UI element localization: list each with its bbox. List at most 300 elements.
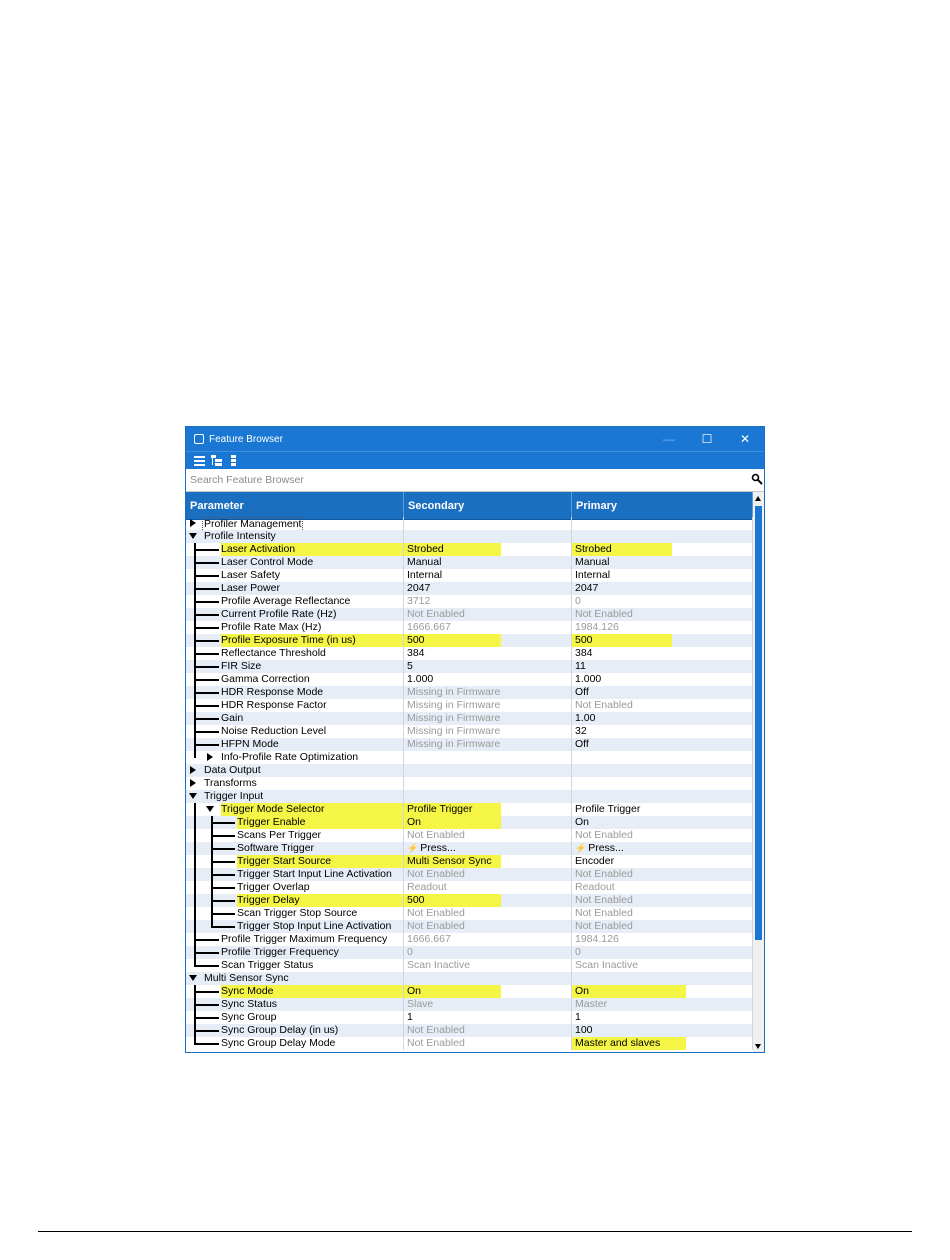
secondary-value-cell[interactable] <box>404 881 572 894</box>
primary-value-cell[interactable] <box>572 1024 753 1037</box>
parameter-cell <box>186 556 404 569</box>
primary-value-cell[interactable] <box>572 985 753 998</box>
search-bar <box>186 469 764 492</box>
primary-value-cell[interactable] <box>572 686 753 699</box>
parameter-name[interactable]: Reflectance Threshold <box>221 647 326 659</box>
table-row[interactable] <box>186 621 753 634</box>
table-row[interactable] <box>186 803 753 816</box>
list-view-icon[interactable] <box>194 455 205 466</box>
primary-value-cell[interactable] <box>572 595 753 608</box>
primary-value-cell[interactable] <box>572 712 753 725</box>
parameter-cell <box>186 751 404 764</box>
primary-value: Encoder <box>575 855 615 867</box>
secondary-value-cell[interactable] <box>404 907 572 920</box>
primary-value: 1.00 <box>575 712 596 724</box>
table-row[interactable] <box>186 647 753 660</box>
tree-branch-line <box>211 848 235 850</box>
tree-guide-line <box>194 803 196 816</box>
parameter-cell <box>186 582 404 595</box>
primary-value: 0 <box>575 946 581 958</box>
secondary-value: Missing in Firmware <box>407 725 501 737</box>
secondary-value-cell[interactable] <box>404 1011 572 1024</box>
parameter-name[interactable]: Laser Safety <box>221 569 280 581</box>
tree-branch-line <box>211 861 235 863</box>
parameter-name[interactable]: Profile Exposure Time (in us) <box>221 634 403 647</box>
parameter-cell <box>186 738 404 751</box>
table-row[interactable] <box>186 920 753 933</box>
primary-value: Press... <box>588 842 624 854</box>
secondary-value-cell[interactable] <box>404 829 572 842</box>
secondary-value-cell[interactable] <box>404 725 572 738</box>
secondary-value: Not Enabled <box>407 907 465 919</box>
parameter-name[interactable]: Trigger Enable <box>237 816 403 829</box>
primary-value-cell[interactable] <box>572 764 753 777</box>
primary-value: 2047 <box>575 582 599 594</box>
parameter-cell <box>186 959 404 972</box>
search-icon[interactable] <box>751 473 763 485</box>
table-row[interactable] <box>186 1024 753 1037</box>
table-row[interactable] <box>186 517 753 530</box>
primary-value-cell[interactable] <box>572 647 753 660</box>
parameter-cell <box>186 673 404 686</box>
table-row[interactable] <box>186 972 753 985</box>
primary-value-cell[interactable] <box>572 842 753 855</box>
secondary-value: Missing in Firmware <box>407 738 501 750</box>
parameter-name[interactable]: Sync Group <box>221 1011 277 1023</box>
tree-branch-line <box>194 1043 219 1045</box>
parameter-cell <box>186 686 404 699</box>
parameter-cell <box>186 543 404 556</box>
search-input[interactable] <box>186 469 764 490</box>
table-row[interactable] <box>186 751 753 764</box>
primary-value: Off <box>575 686 589 698</box>
primary-value-cell[interactable] <box>572 959 753 972</box>
parameter-name[interactable]: Info-Profile Rate Optimization <box>221 751 359 763</box>
parameter-name[interactable]: Scan Trigger Stop Source <box>237 907 358 919</box>
secondary-value-cell[interactable] <box>404 816 572 829</box>
parameter-name[interactable]: Laser Activation <box>221 543 403 556</box>
primary-value-cell[interactable] <box>572 1011 753 1024</box>
tree-view-icon[interactable] <box>211 455 222 466</box>
primary-value-cell[interactable] <box>572 582 753 595</box>
secondary-value-cell[interactable] <box>404 985 572 998</box>
parameter-cell <box>186 881 404 894</box>
parameter-name[interactable]: Scans Per Trigger <box>237 829 322 841</box>
table-row[interactable] <box>186 907 753 920</box>
parameter-name[interactable]: Transforms <box>204 777 257 789</box>
tree-guide-line <box>194 907 196 920</box>
secondary-value-cell[interactable] <box>404 855 572 868</box>
close-button[interactable]: ✕ <box>739 432 751 446</box>
secondary-value-cell[interactable] <box>404 1024 572 1037</box>
secondary-value: Not Enabled <box>407 868 465 880</box>
parameter-name[interactable]: Noise Reduction Level <box>221 725 327 737</box>
tree-branch-line <box>194 1004 219 1006</box>
secondary-value: 1666.667 <box>407 621 451 633</box>
primary-value: Manual <box>575 556 610 568</box>
parameter-name[interactable]: Trigger Mode Selector <box>221 803 403 816</box>
primary-value-cell[interactable] <box>572 855 753 868</box>
parameter-name[interactable]: HFPN Mode <box>221 738 279 750</box>
tree-branch-line <box>211 900 235 902</box>
toolbar <box>186 451 764 469</box>
table-row[interactable] <box>186 530 753 543</box>
tree-guide-line <box>194 920 196 933</box>
parameter-cell <box>186 608 404 621</box>
parameter-cell <box>186 985 404 998</box>
parameter-cell <box>186 530 404 543</box>
table-row[interactable] <box>186 556 753 569</box>
primary-value-cell[interactable] <box>572 1037 753 1050</box>
title-bar[interactable] <box>186 427 764 451</box>
parameter-cell <box>186 920 404 933</box>
secondary-value-cell[interactable] <box>404 582 572 595</box>
primary-value-cell[interactable] <box>572 608 753 621</box>
table-row[interactable] <box>186 543 753 556</box>
parameter-name[interactable]: Laser Power <box>221 582 280 594</box>
primary-value-cell[interactable] <box>572 517 753 530</box>
vertical-scrollbar[interactable] <box>753 492 764 1053</box>
table-row[interactable] <box>186 608 753 621</box>
primary-value-cell[interactable] <box>572 972 753 985</box>
tree-guide-line <box>194 881 196 894</box>
primary-value: Not Enabled <box>575 608 633 620</box>
app-icon <box>194 434 204 444</box>
primary-value-cell[interactable] <box>572 790 753 803</box>
secondary-value-cell[interactable] <box>404 842 572 855</box>
table-row[interactable] <box>186 569 753 582</box>
primary-value-cell[interactable] <box>572 738 753 751</box>
primary-value: 32 <box>575 725 587 737</box>
table-row[interactable] <box>186 881 753 894</box>
secondary-value: Missing in Firmware <box>407 699 501 711</box>
table-row[interactable] <box>186 1037 753 1050</box>
primary-value: 1984.126 <box>575 933 619 945</box>
tree-guide-line <box>194 855 196 868</box>
parameter-name[interactable]: Sync Group Delay (in us) <box>221 1024 339 1036</box>
tree-branch-line <box>194 588 219 590</box>
primary-value-cell[interactable] <box>572 998 753 1011</box>
parameter-cell <box>186 868 404 881</box>
primary-value: Strobed <box>575 543 612 555</box>
table-row[interactable] <box>186 582 753 595</box>
parameter-cell <box>186 972 404 985</box>
parameter-cell <box>186 725 404 738</box>
primary-value-cell[interactable] <box>572 946 753 959</box>
table-row[interactable] <box>186 686 753 699</box>
primary-value-cell[interactable] <box>572 569 753 582</box>
parameter-name[interactable]: Gain <box>221 712 244 724</box>
table-row[interactable] <box>186 868 753 881</box>
secondary-value-cell[interactable] <box>404 543 572 556</box>
table-row[interactable] <box>186 959 753 972</box>
scroll-down-icon[interactable] <box>755 1044 761 1049</box>
primary-value-cell[interactable] <box>572 751 753 764</box>
secondary-value-cell[interactable] <box>404 621 572 634</box>
secondary-value: Multi Sensor Sync <box>407 855 492 867</box>
secondary-value: Readout <box>407 881 447 893</box>
secondary-value-cell[interactable] <box>404 894 572 907</box>
primary-value-cell[interactable] <box>572 803 753 816</box>
table-row[interactable] <box>186 855 753 868</box>
table-row[interactable] <box>186 634 753 647</box>
tree-branch-line <box>194 640 219 642</box>
parameter-cell <box>186 777 404 790</box>
scrollbar-thumb[interactable] <box>755 506 762 940</box>
table-row[interactable] <box>186 764 753 777</box>
secondary-value: 500 <box>407 894 425 906</box>
parameter-name[interactable]: Profile Average Reflectance <box>221 595 351 607</box>
primary-value-cell[interactable] <box>572 621 753 634</box>
secondary-value: 1 <box>407 1011 413 1023</box>
parameter-name[interactable]: Profile Trigger Frequency <box>221 946 339 958</box>
secondary-value-cell[interactable] <box>404 998 572 1011</box>
lightning-icon: ⚡ <box>575 843 587 853</box>
parameter-name[interactable]: Sync Group Delay Mode <box>221 1037 336 1049</box>
collapsed-arrow-icon[interactable] <box>190 519 196 527</box>
tree-guide-line <box>194 816 196 829</box>
expanded-arrow-icon[interactable] <box>206 806 214 812</box>
primary-value: 100 <box>575 1024 593 1036</box>
parameter-name[interactable]: Scan Trigger Status <box>221 959 314 971</box>
primary-value-cell[interactable] <box>572 660 753 673</box>
secondary-value-cell[interactable] <box>404 530 572 543</box>
secondary-value: Not Enabled <box>407 829 465 841</box>
secondary-value-cell[interactable] <box>404 634 572 647</box>
collapsed-arrow-icon[interactable] <box>190 766 196 774</box>
table-row[interactable] <box>186 829 753 842</box>
tree-branch-line <box>194 705 219 707</box>
secondary-value: Scan Inactive <box>407 959 471 971</box>
secondary-value: Manual <box>407 556 442 568</box>
tree-branch-line <box>211 874 235 876</box>
parameter-name[interactable]: Trigger Delay <box>237 894 403 907</box>
scroll-up-icon[interactable] <box>755 496 761 501</box>
secondary-value: Profile Trigger <box>407 803 473 815</box>
secondary-value: 384 <box>407 647 425 659</box>
parameter-name[interactable]: Trigger Start Source <box>237 855 403 868</box>
parameter-name[interactable]: FIR Size <box>221 660 262 672</box>
tree-branch-line <box>194 653 219 655</box>
parameter-name[interactable]: Profiler Management <box>204 518 302 530</box>
parameter-name[interactable]: Profile Rate Max (Hz) <box>221 621 322 633</box>
parameter-name[interactable]: Profile Intensity <box>204 530 276 542</box>
collapsed-arrow-icon[interactable] <box>190 779 196 787</box>
secondary-value-cell[interactable] <box>404 959 572 972</box>
secondary-value-cell[interactable] <box>404 738 572 751</box>
table-row[interactable] <box>186 894 753 907</box>
primary-value: Not Enabled <box>575 920 633 932</box>
secondary-value-cell[interactable] <box>404 608 572 621</box>
primary-value-cell[interactable] <box>572 907 753 920</box>
parameter-cell <box>186 842 404 855</box>
tree-branch-line <box>194 575 219 577</box>
parameter-cell <box>186 894 404 907</box>
secondary-value-cell[interactable] <box>404 699 572 712</box>
parameter-name[interactable]: HDR Response Mode <box>221 686 324 698</box>
primary-value-cell[interactable] <box>572 543 753 556</box>
secondary-value-cell[interactable] <box>404 660 572 673</box>
primary-value-cell[interactable] <box>572 725 753 738</box>
secondary-value: 0 <box>407 946 413 958</box>
parameter-cell <box>186 946 404 959</box>
secondary-value-cell[interactable] <box>404 868 572 881</box>
table-row[interactable] <box>186 933 753 946</box>
header-secondary[interactable]: Secondary <box>404 492 572 519</box>
primary-value: On <box>575 816 590 828</box>
table-row[interactable] <box>186 725 753 738</box>
secondary-value: Missing in Firmware <box>407 712 501 724</box>
secondary-value-cell[interactable] <box>404 712 572 725</box>
secondary-value-cell[interactable] <box>404 920 572 933</box>
secondary-value-cell[interactable] <box>404 595 572 608</box>
table-row[interactable] <box>186 660 753 673</box>
tree-branch-line <box>194 939 219 941</box>
secondary-value-cell[interactable] <box>404 517 572 530</box>
parameter-cell <box>186 569 404 582</box>
table-row[interactable] <box>186 985 753 998</box>
table-row[interactable] <box>186 595 753 608</box>
primary-value: Not Enabled <box>575 699 633 711</box>
table-row[interactable] <box>186 699 753 712</box>
parameter-cell <box>186 1024 404 1037</box>
secondary-value-cell[interactable] <box>404 933 572 946</box>
parameter-name[interactable]: Profile Trigger Maximum Frequency <box>221 933 388 945</box>
parameter-name[interactable]: Data Output <box>204 764 261 776</box>
collapsed-arrow-icon[interactable] <box>207 753 213 761</box>
primary-value-cell[interactable] <box>572 673 753 686</box>
tree-branch-line <box>194 731 219 733</box>
header-parameter[interactable]: Parameter <box>186 492 404 519</box>
primary-value: Not Enabled <box>575 868 633 880</box>
secondary-value: Slave <box>407 998 434 1010</box>
primary-value: Not Enabled <box>575 894 633 906</box>
secondary-value-cell[interactable] <box>404 777 572 790</box>
secondary-value-cell[interactable] <box>404 751 572 764</box>
secondary-value-cell[interactable] <box>404 972 572 985</box>
primary-value-cell[interactable] <box>572 816 753 829</box>
secondary-value-cell[interactable] <box>404 556 572 569</box>
secondary-value-cell[interactable] <box>404 803 572 816</box>
secondary-value-cell[interactable] <box>404 1037 572 1050</box>
parameter-cell <box>186 1011 404 1024</box>
secondary-value-cell[interactable] <box>404 790 572 803</box>
parameter-name[interactable]: Sync Status <box>221 998 278 1010</box>
secondary-value-cell[interactable] <box>404 673 572 686</box>
secondary-value: Missing in Firmware <box>407 686 501 698</box>
parameter-name[interactable]: Trigger Overlap <box>237 881 310 893</box>
primary-value: 500 <box>575 634 593 646</box>
expanded-arrow-icon[interactable] <box>189 533 197 539</box>
secondary-value-cell[interactable] <box>404 946 572 959</box>
primary-value: On <box>575 985 590 997</box>
column-view-icon[interactable] <box>228 455 239 466</box>
table-row[interactable] <box>186 842 753 855</box>
table-row[interactable] <box>186 1011 753 1024</box>
expanded-arrow-icon[interactable] <box>189 975 197 981</box>
table-row[interactable] <box>186 946 753 959</box>
secondary-value-cell[interactable] <box>404 569 572 582</box>
parameter-name[interactable]: Multi Sensor Sync <box>204 972 289 984</box>
tree-branch-line <box>194 965 219 967</box>
secondary-value: 3712 <box>407 595 431 607</box>
primary-value: Master and slaves <box>575 1037 661 1049</box>
parameter-cell <box>186 712 404 725</box>
expanded-arrow-icon[interactable] <box>189 793 197 799</box>
parameter-table <box>186 517 753 1050</box>
primary-value-cell[interactable] <box>572 868 753 881</box>
primary-value: Internal <box>575 569 611 581</box>
tree-guide-line <box>194 842 196 855</box>
parameter-name[interactable]: Gamma Correction <box>221 673 310 685</box>
parameter-cell <box>186 595 404 608</box>
table-row[interactable] <box>186 777 753 790</box>
tree-branch-line <box>194 952 219 954</box>
primary-value-cell[interactable] <box>572 777 753 790</box>
tree-branch-line <box>194 692 219 694</box>
table-row[interactable] <box>186 712 753 725</box>
parameter-cell <box>186 907 404 920</box>
secondary-value-cell[interactable] <box>404 647 572 660</box>
parameter-name[interactable]: Trigger Input <box>204 790 264 802</box>
secondary-value: Internal <box>407 569 443 581</box>
primary-value-cell[interactable] <box>572 634 753 647</box>
parameter-name[interactable]: Software Trigger <box>237 842 315 854</box>
table-row[interactable] <box>186 673 753 686</box>
primary-value-cell[interactable] <box>572 933 753 946</box>
secondary-value: Not Enabled <box>407 1037 465 1049</box>
header-primary[interactable]: Primary <box>572 492 753 519</box>
parameter-name[interactable]: Sync Mode <box>221 985 403 998</box>
parameter-name[interactable]: Trigger Start Input Line Activation <box>237 868 392 880</box>
primary-value-cell[interactable] <box>572 894 753 907</box>
primary-value-cell[interactable] <box>572 530 753 543</box>
table-row[interactable] <box>186 738 753 751</box>
minimize-button[interactable]: — <box>663 432 675 446</box>
parameter-cell <box>186 764 404 777</box>
tree-branch-line <box>194 562 219 564</box>
tree-branch-line <box>211 822 235 824</box>
primary-value: Off <box>575 738 589 750</box>
tree-branch-line <box>194 679 219 681</box>
tree-guide-line <box>194 868 196 881</box>
parameter-name[interactable]: HDR Response Factor <box>221 699 327 711</box>
primary-value-cell[interactable] <box>572 829 753 842</box>
parameter-name[interactable]: Trigger Stop Input Line Activation <box>237 920 392 932</box>
table-row[interactable] <box>186 790 753 803</box>
table-row[interactable] <box>186 998 753 1011</box>
secondary-value: On <box>407 816 422 828</box>
primary-value-cell[interactable] <box>572 881 753 894</box>
primary-value-cell[interactable] <box>572 920 753 933</box>
parameter-name[interactable]: Laser Control Mode <box>221 556 314 568</box>
secondary-value: Not Enabled <box>407 608 465 620</box>
tree-branch-line <box>211 913 235 915</box>
secondary-value-cell[interactable] <box>404 764 572 777</box>
parameter-cell <box>186 621 404 634</box>
table-header <box>186 492 764 520</box>
tree-guide-line <box>194 751 196 758</box>
primary-value-cell[interactable] <box>572 556 753 569</box>
parameter-name[interactable]: Current Profile Rate (Hz) <box>221 608 337 620</box>
primary-value-cell[interactable] <box>572 699 753 712</box>
primary-value: 1984.126 <box>575 621 619 633</box>
tree-guide-line <box>194 894 196 907</box>
maximize-button[interactable]: ☐ <box>701 432 713 446</box>
table-row[interactable] <box>186 816 753 829</box>
secondary-value: 5 <box>407 660 413 672</box>
secondary-value-cell[interactable] <box>404 686 572 699</box>
